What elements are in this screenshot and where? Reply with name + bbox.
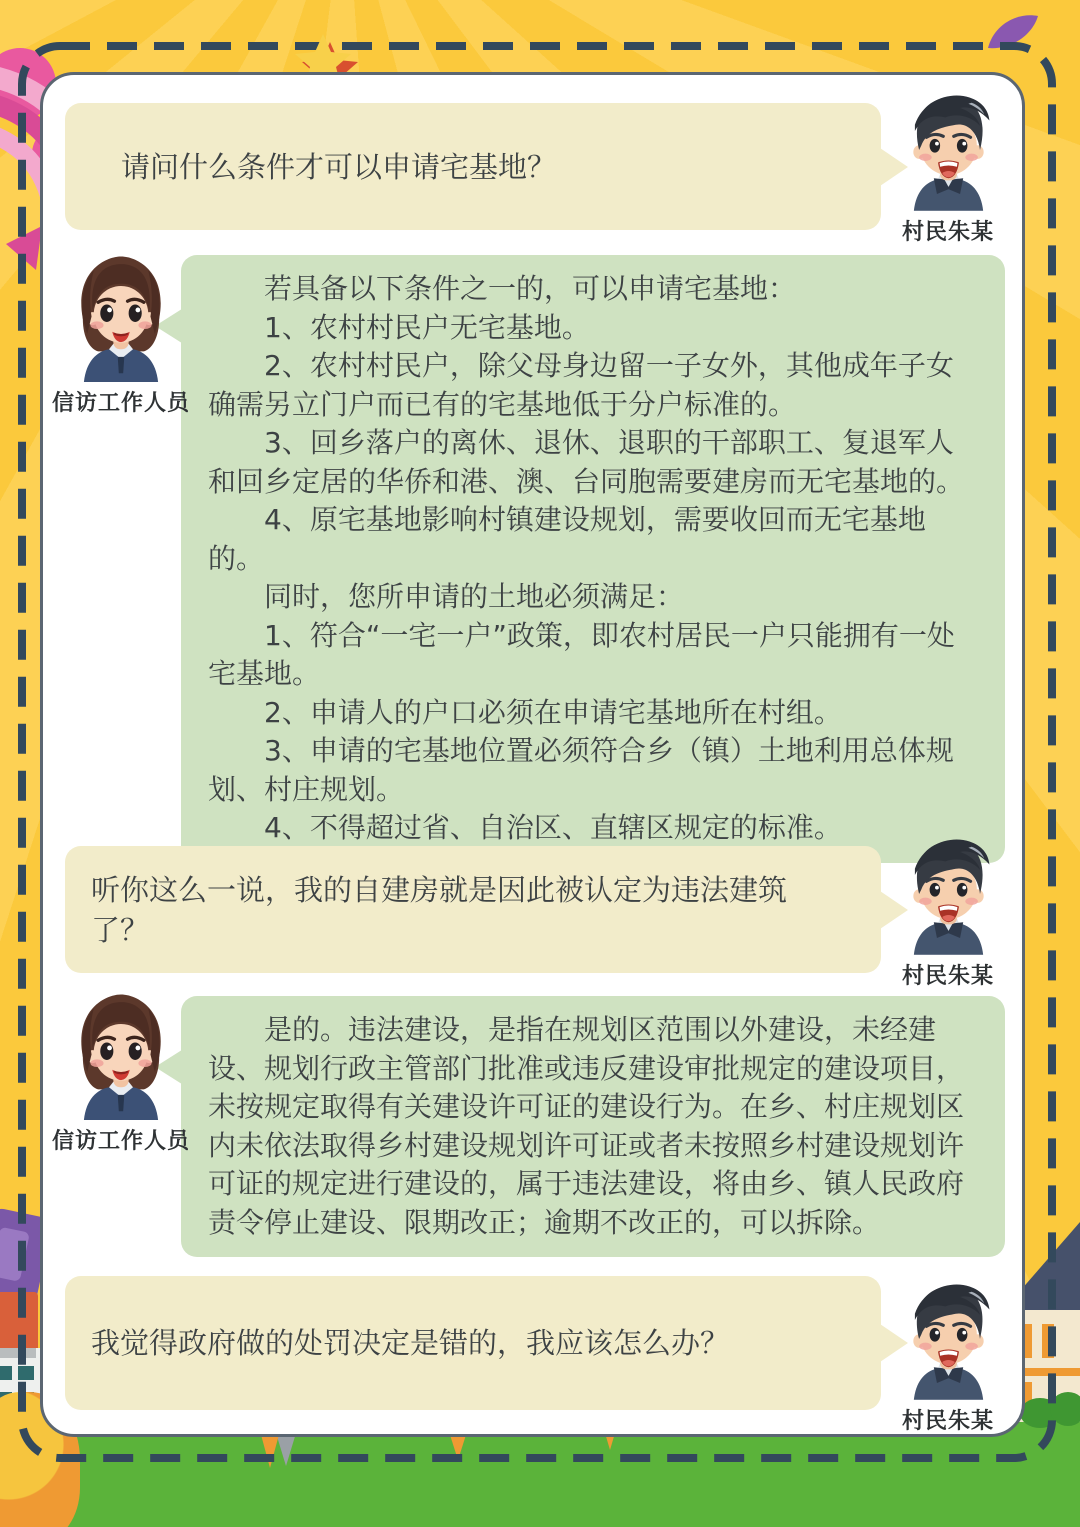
bubble-text: 请问什么条件才可以申请宅基地？ [121, 149, 557, 184]
villager-avatar [889, 91, 1007, 246]
villager-avatar [889, 1280, 1007, 1435]
speech-bubble-villager-2 [65, 846, 881, 973]
dialogue-card [40, 72, 1025, 1437]
villager-avatar [889, 835, 1007, 990]
villager-avatar-image [896, 835, 1001, 955]
villager-name-label: 村民朱某 [901, 1409, 994, 1434]
building-window [18, 1366, 34, 1380]
bubble-text: 我觉得政府做的处罚决定是错的，我应该怎么办？ [91, 1326, 730, 1360]
officer-name-label: 信访工作人员 [52, 1129, 191, 1154]
purple-building-window [0, 1227, 30, 1282]
bubble-paragraphs: 是的。违法建设，是指在规划区范围以外建设，未经建设、规划行政主管部门批准或违反建设审批规定的建设项目，未按规定取得有关建设许可证的建设行为。在乡、村庄规划区内未依法取得乡村建设规划许可证或者未按照乡村建设规划许可证的规定进行建设的，属于违法建设，将由乡、镇人民政府责令停止建设、限期改正；逾期不改正的，可以拆除。 [208, 1013, 965, 1239]
officer-name-label: 信访工作人员 [52, 391, 191, 416]
villager-name-label: 村民朱某 [901, 964, 994, 989]
officer-avatar-image [61, 251, 181, 382]
building-roof-band [0, 1348, 36, 1358]
purple-leaf-decoration [984, 8, 1040, 54]
villager-avatar-image [896, 1280, 1001, 1400]
villager-name-label: 村民朱某 [901, 220, 994, 245]
speech-bubble-officer-2 [181, 996, 1005, 1257]
bush [1050, 1392, 1080, 1426]
officer-avatar [52, 989, 191, 1155]
villager-avatar-image [896, 91, 1001, 211]
speech-bubble-villager-1 [65, 103, 881, 230]
officer-avatar [52, 251, 191, 417]
officer-avatar-image [61, 989, 181, 1120]
speech-bubble-officer-1 [181, 255, 1005, 863]
house-window [1042, 1324, 1054, 1358]
bubble-text: 听你这么一说，我的自建房就是因此被认定为违法建筑了？ [91, 872, 788, 947]
building-window [0, 1366, 12, 1380]
speech-bubble-villager-3 [65, 1276, 881, 1410]
bubble-paragraphs: 若具备以下条件之一的，可以申请宅基地： 1、农村村民户无宅基地。 2、农村村民户，除父母身边留一子女外，其他成年子女确需另立门户而已有的宅基地低于分户标准的。 3、回乡落户的离休、退休、退职的干部职工、复退军人和回乡定居的华侨和港、澳、台同胞需要建房而无宅基地的。 4、原宅基地影响村镇建设规划，需要收回而无宅基地的。 同时，您所申请的土地必须满足： 1、符合“一宅一户”政策，即农村居民一户只能拥有一处宅基地。 2、申请人的户口必须在申请宅基地所在村组。 3、申请的宅基地位置必须符合乡（镇）土地利用总体规划、村庄规划。 4、不得超过省、自治区、直辖区规定的标准。 [208, 272, 965, 844]
